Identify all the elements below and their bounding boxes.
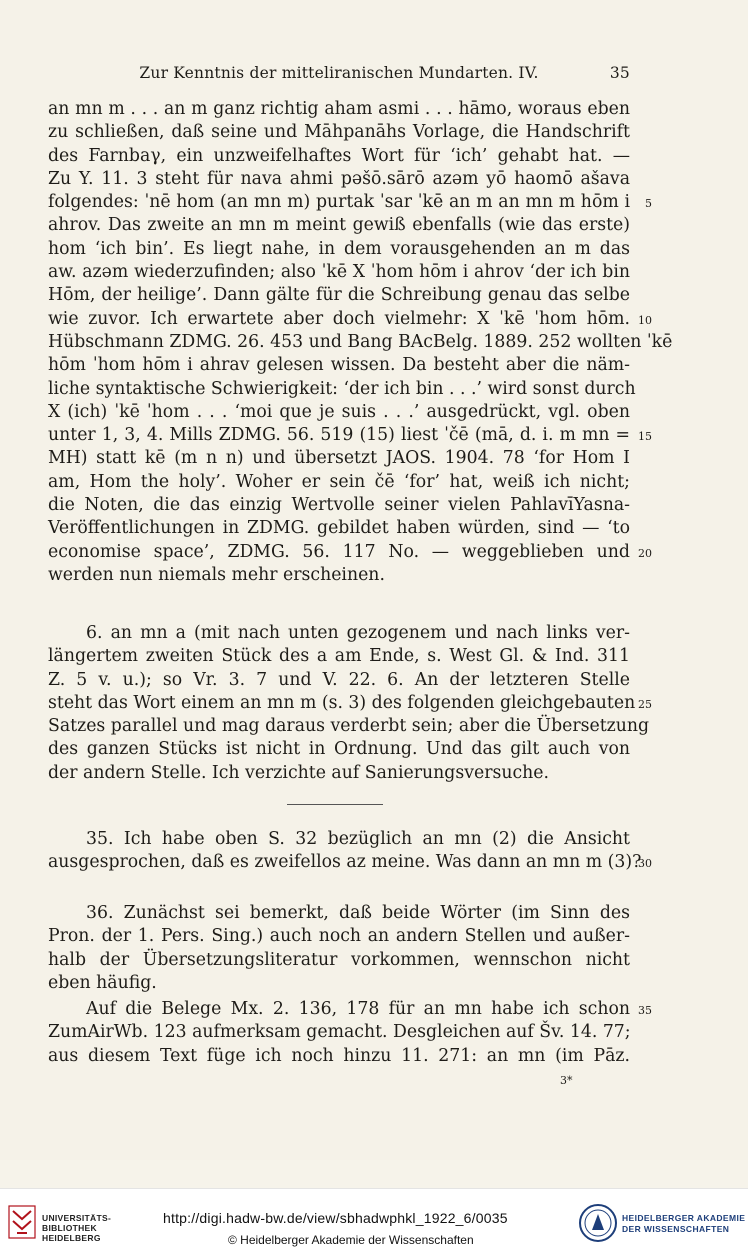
- text-line: [48, 972, 630, 995]
- text-line: [48, 622, 630, 645]
- text-line: [48, 902, 630, 925]
- text-line: [48, 762, 630, 785]
- text-line-content: MH) statt kē (m n n) und übersetzt JAOS. 1904. 78 ‘for Hom I: [48, 448, 630, 469]
- permalink-link[interactable]: http://digi.hadw-bw.de/view/sbhadwphkl_1922_6/0035: [163, 1210, 508, 1226]
- text-line: [48, 238, 630, 261]
- academy-name: HEIDELBERGER AKADEMIE DER WISSENSCHAFTEN: [622, 1213, 746, 1234]
- text-line-content: längertem zweiten Stück des a am Ende, s. West Gl. & Ind. 311: [48, 646, 630, 667]
- text-line: [48, 669, 630, 692]
- text-line-content: des Farnbaγ, ein unzweifelhaftes Wort für ‘ich’ gehabt hat. —: [48, 145, 630, 166]
- text-line: [48, 447, 630, 470]
- text-line: [48, 1045, 630, 1068]
- copyright-notice: © Heidelberger Akademie der Wissenschaften: [228, 1233, 474, 1247]
- text-line: [48, 261, 630, 284]
- text-line-content: 36. Zunächst sei bemerkt, daß beide Wörter (im Sinn des: [86, 903, 630, 923]
- line-number: 10: [638, 313, 652, 327]
- text-line-content: unter 1, 3, 4. Mills ZDMG. 56. 519 (15) liest ˈčē (mā, d. i. m mn =: [48, 425, 630, 446]
- text-line-content: folgendes: ˈnē hom (an mn m) purtak ˈsar ˈkē an m an mn m hōm i: [48, 192, 630, 213]
- university-library-name: UNIVERSITÄTS- BIBLIOTHEK HEIDELBERG: [42, 1213, 112, 1243]
- text-line-content: ZumAirWb. 123 aufmerksam gemacht. Desgleichen auf Šv. 14. 77;: [48, 1022, 631, 1043]
- text-line: [48, 998, 652, 1021]
- text-line: [48, 692, 652, 715]
- text-line: [48, 738, 630, 761]
- text-line-content: des ganzen Stücks ist nicht in Ordnung. Und das gilt auch von: [48, 739, 630, 760]
- text-line: [48, 828, 630, 851]
- page-number: 35: [609, 64, 630, 82]
- text-line: [48, 471, 630, 494]
- text-line-content: economise space’, ZDMG. 56. 117 No. — weggeblieben und: [48, 541, 630, 562]
- line-number: 5: [645, 197, 652, 211]
- text-line-content: hōm ˈhom hōm i ahrav gelesen wissen. Da besteht aber die näm-: [48, 355, 630, 376]
- text-line-content: eben häufig.: [48, 972, 157, 993]
- line-number: 15: [638, 430, 652, 444]
- text-line-content: an mn m . . . an m ganz richtig aham asmi . . . hāmo, woraus eben: [48, 99, 630, 119]
- text-line: [48, 1021, 630, 1044]
- text-line-content: 35. Ich habe oben S. 32 bezüglich an mn (2) die Ansicht: [86, 829, 630, 849]
- line-number: 25: [638, 697, 652, 711]
- text-line-content: Hübschmann ZDMG. 26. 453 und Bang BAcBelg. 1889. 252 wollten ˈkē: [48, 331, 673, 352]
- text-line-content: aus diesem Text füge ich noch hinzu 11. 271: an mn (im Pāz.: [48, 1045, 630, 1066]
- academy-seal-icon: [578, 1203, 618, 1243]
- text-line: [48, 191, 652, 214]
- text-line: [48, 98, 630, 121]
- footer-bar: [0, 1188, 748, 1255]
- signature-mark: 3*: [560, 1074, 573, 1087]
- text-line: [48, 949, 630, 972]
- text-line: [48, 645, 630, 668]
- text-line-content: X (ich) ˈkē ˈhom . . . ‘moi que je suis . . .’ ausgedrückt, vgl. oben: [48, 401, 630, 422]
- section-35: [48, 828, 652, 875]
- text-line-content: steht das Wort einem an mn m (s. 3) des folgenden gleichgebauten: [48, 692, 636, 713]
- section-36-continued: [48, 998, 652, 1068]
- text-line-content: zu schließen, daß seine und Māhpanāhs Vorlage, die Handschrift: [48, 122, 630, 143]
- section-36: [48, 902, 630, 995]
- text-line: [48, 401, 630, 424]
- text-line: [48, 517, 630, 540]
- text-line: [48, 564, 630, 587]
- text-line-content: 6. an mn a (mit nach unten gezogenem und nach links ver-: [86, 623, 630, 643]
- text-line: [48, 851, 652, 874]
- line-number: 35: [638, 1004, 652, 1017]
- text-line-content: am, Hom the holy’. Woher er sein čē ‘for’ hat, weiß ich nicht;: [48, 471, 630, 492]
- text-line: [48, 308, 652, 331]
- text-line: [48, 121, 630, 144]
- text-line: [48, 214, 630, 237]
- running-header: [48, 64, 630, 88]
- university-library-logo-icon: [8, 1205, 36, 1239]
- text-line-content: Veröffentlichungen in ZDMG. gebildet haben würden, sind — ‘to: [48, 518, 630, 539]
- text-line: [48, 424, 652, 447]
- text-line: [48, 715, 650, 738]
- text-line-content: aw. azəm wiederzufinden; also ˈkē X ˈhom hōm i ahrov ‘der ich bin: [48, 262, 630, 283]
- text-line: [48, 378, 636, 401]
- text-line: [48, 284, 630, 307]
- text-line-content: Pron. der 1. Pers. Sing.) auch noch an andern Stellen und außer-: [48, 926, 630, 947]
- text-line-content: die Noten, die das einzig Wertvolle seiner vielen PahlavīYasna-: [48, 495, 630, 516]
- text-line: [48, 494, 630, 517]
- text-line-content: Z. 5 v. u.); so Vr. 3. 7 und V. 22. 6. An der letzteren Stelle: [48, 669, 630, 690]
- text-line: [48, 925, 630, 948]
- text-line-content: halb der Übersetzungsliteratur vorkommen, wennschon nicht: [48, 949, 630, 970]
- text-line-content: liche syntaktische Schwierigkeit: ‘der ich bin . . .’ wird sonst durch: [48, 378, 636, 399]
- text-line: [48, 331, 673, 354]
- paragraph-6: [48, 622, 652, 785]
- text-line-content: ahrov. Das zweite an mn m meint gewiß ebenfalls (wie das erste): [48, 215, 630, 236]
- text-line: [48, 541, 652, 564]
- text-line-content: wie zuvor. Ich erwartete aber doch vielmehr: X ˈkē ˈhom hōm.: [48, 308, 630, 329]
- text-line-content: Auf die Belege Mx. 2. 136, 178 für an mn habe ich schon: [86, 999, 630, 1019]
- section-divider: [287, 804, 383, 805]
- line-number: 20: [638, 546, 652, 560]
- text-line: [48, 354, 630, 377]
- text-line-content: werden nun niemals mehr erscheinen.: [48, 564, 385, 585]
- text-line-content: Satzes parallel und mag daraus verderbt sein; aber die Übersetzung: [48, 716, 650, 737]
- running-title: Zur Kenntnis der mitteliranischen Mundarten. IV.: [139, 64, 539, 82]
- text-line: [48, 168, 630, 191]
- paragraph-continuation: [48, 98, 673, 587]
- text-line-content: Hōm, der heilige’. Dann gälte für die Schreibung genau das selbe: [48, 285, 630, 306]
- line-number: 30: [638, 857, 652, 871]
- text-line-content: hom ‘ich bin’. Es liegt nahe, in dem vorausgehenden an m das: [48, 238, 630, 259]
- text-line-content: Zu Y. 11. 3 steht für nava ahmi pəšō.sārō azəm yō haomō ašava: [48, 168, 630, 189]
- text-line: [48, 145, 630, 168]
- text-line-content: ausgesprochen, daß es zweifellos az meine. Was dann an mn m (3)?: [48, 852, 642, 873]
- text-line-content: der andern Stelle. Ich verzichte auf Sanierungsversuche.: [48, 762, 549, 783]
